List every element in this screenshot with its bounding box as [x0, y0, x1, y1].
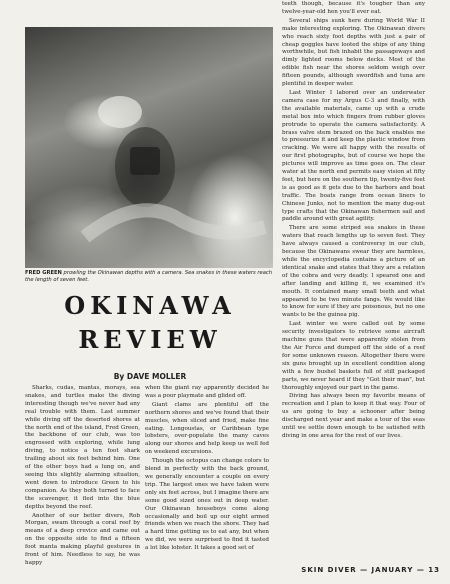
article-column-1 — [25, 385, 140, 568]
diver-photo — [25, 27, 273, 268]
article-column-3 — [282, 1, 425, 441]
byline: By DAVE MOLLER — [113, 372, 187, 381]
page-footer: SKIN DIVER — JANUARY — 13 — [301, 566, 440, 574]
article-column-2 — [145, 385, 269, 553]
title-line-1: OKINAWA — [64, 291, 236, 320]
photo-caption — [25, 270, 275, 284]
diver-illustration — [25, 27, 273, 268]
paragraph: There are some striped sea snakes in these waters that reach lengths up to seven feet. They have always caused a controversy in our club, because the Okinawans swear they are harmless, while the encyclopedia contains a picture of an identical snake and states that they are a relation of the cobra and very deadly. I speared one and after landing and killing it, we examined it's mouth. It contained many small teeth and what appeared to be two minute fangs. We would like to know for sure if they are poisonous, but no one wants to be the guinea pig. — [282, 225, 425, 319]
title-line-2: REVIEW — [78, 325, 222, 354]
paragraph: Last winter we were called out by some security investigators to retrieve some aircraft machine guns that were apparently stolen from the Air Force and dumped off the side of a reef for some unknown reason. Altogether there were six guns brought up in excellent condition along with a few bushel baskets full of still packaged parts, we never heard if they "Got their man", but thoroughly enjoyed our part in the game. — [282, 321, 425, 391]
caption-name: FRED GREEN — [25, 270, 62, 276]
paragraph: teeth though, because it's tougher than any twelve-year-old hen you'll ever eat. — [282, 1, 425, 15]
paragraph: Last Winter I labored over an underwater camera case for my Argus C-3 and finally, with the available materials, came up with a crude metal box into which fingers from rubber gloves protrude to operate the camera satisfactorily. A brass valve stem brazed on the back enables me to pressurize it and keep the plastic window from cracking. We were all happy with the results of our first photographs, but of course we hope the pictures will improve as time goes on. The clear water at the north end permits easy vision at fifty feet, but here on the southern tip, twenty-five feet is as good as it gets due to the harbors and boat traffic. The boats range from ocean liners to Chinese Junks, not to mention the many dug-out type crafts that the Okinawan fishermen sail and paddle around with great agility. — [282, 89, 425, 223]
paragraph: when the giant ray apparently decided he was a poor playmate and glided off. — [145, 385, 269, 399]
paragraph: Though the octopus can change colors to blend in perfectly with the back ground, we generally encounter a couple on every trip. The largest ones we have taken were only six feet across, but I imagine there are some good sized ones out in deep water. Our Okinawan houseboys come along occasionally and boil up our eight armed friends when we reach the shore. They had a hard time getting us to eat any, but when we did, we were surprised to find it tasted a lot like lobster. It takes a good set of — [145, 458, 269, 552]
article-title — [25, 292, 275, 354]
caption-text: prowling the Okinawan depths with a camera. Sea snakes in these waters reach the length of seven feet. — [25, 270, 273, 283]
paragraph: Sharks, cudas, mantas, morays, sea snakes, and turtles make the diving interesting though we've never had any real trouble with them. Last summer while diving off the deserted shores at the north end of the island, Fred Green, the backbone of our club, was too engrossed with exploring, while lung diving, to notice a ten foot shark trailing about six feet behind him. One of the other boys had a lung on, and seeing this slightly alarming situation, went down to introduce Green to his companion. As they both turned to face the scavenger, it fled into the blue depths beyond the reef. — [25, 385, 140, 510]
paragraph: Another of our better divers, Rob Morgan, swam through a coral reef by means of a deep crevice and came out on the opposite side to find a fifteen foot manta making playful gestures in front of him. Needless to say, he was happy — [25, 512, 140, 566]
paragraph: Giant clams are plentiful off the northern shores and we've found that their muscles, when sliced and fried, make fine eating. Longoustas, or Caribbean type lobsters, over-populate the many caves along our shores and help keep us well fed on weekend excursions. — [145, 401, 269, 456]
paragraph: Diving has always been my favorite means of recreation and I plan to keep it that way. Four of us are going to buy a schooner after being discharged next year and make a tour of the seas until we settle down enough to be satisfied with diving in one area for the rest of our lives. — [282, 393, 425, 439]
paragraph: Several ships sunk here during World War II make interesting exploring. The Okinawan divers who reach sixty foot depths with just a pair of cheap goggles have looted the ships of any thing worthwhile, but fish inhabit the passageways and dimly lighted rooms below decks. Most of the edible fish near the shores seldom weigh over fifteen pounds, although swordfish and tuna are plentiful in deeper water. — [282, 17, 425, 88]
